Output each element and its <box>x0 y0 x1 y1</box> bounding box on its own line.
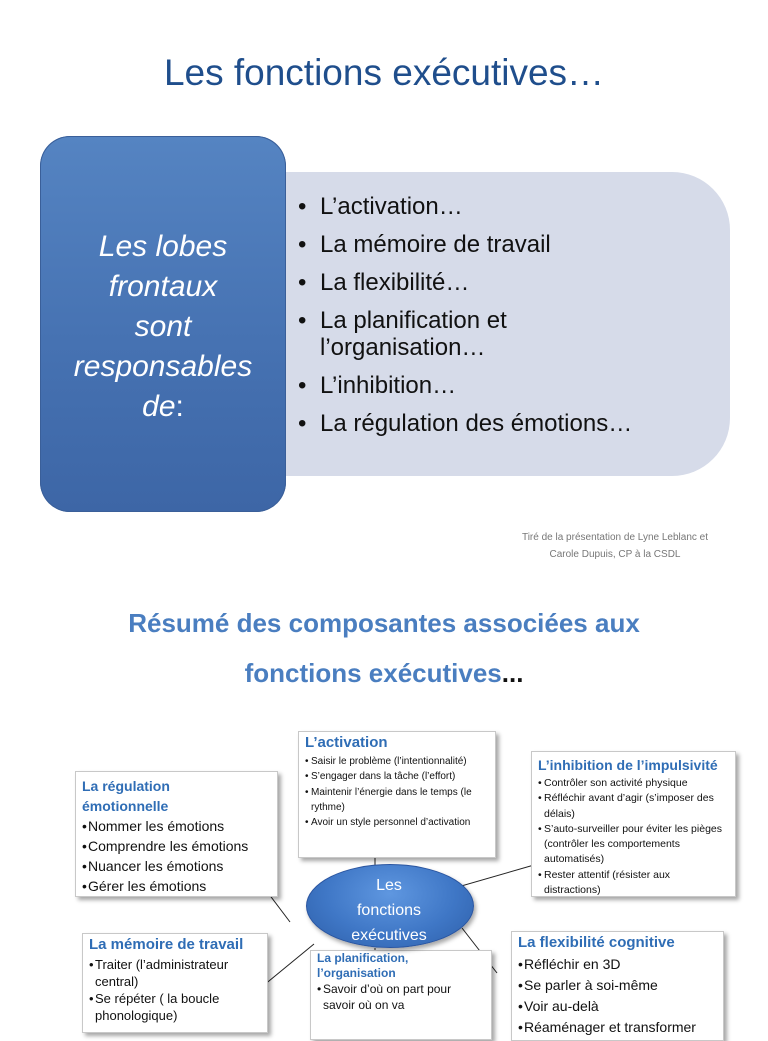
list-item: • Saisir le problème (l’intentionnalité) <box>305 754 489 769</box>
card-list <box>538 776 729 898</box>
card-title: L’activation <box>305 734 388 751</box>
list-item: • Comprendre les émotions <box>82 836 271 856</box>
lobes-line: Les lobes <box>98 230 228 263</box>
list-item: • Savoir d’où on part pour savoir où on va <box>317 981 485 1013</box>
list-item: • La mémoire de travail <box>298 231 728 258</box>
card-title-line: l’organisation <box>317 966 396 980</box>
summary-title-dots: ... <box>501 658 524 688</box>
summary-title-text: fonctions exécutives <box>244 658 502 688</box>
card-title: L’inhibition de l’impulsivité <box>538 757 718 773</box>
list-item: • L’inhibition… <box>298 372 728 399</box>
list-item: • Avoir un style personnel d’activation <box>305 815 489 830</box>
card-list <box>82 816 271 896</box>
credit-line: Carole Dupuis, CP à la CSDL <box>549 549 681 560</box>
lobes-line: responsables <box>73 350 253 383</box>
list-item: • Se répéter ( la boucle phonologique) <box>89 990 261 1024</box>
summary-title-line: Résumé des composantes associées aux <box>128 608 640 638</box>
list-item: • Réaménager et transformer <box>518 1017 717 1038</box>
credit-line: Tiré de la présentation de Lyne Leblanc et <box>521 532 709 543</box>
list-item: • Contrôler son activité physique <box>538 776 729 791</box>
card-list <box>317 981 485 1013</box>
list-item: • La planification et l’organisation… <box>298 307 580 361</box>
card-list <box>89 956 261 1024</box>
lobes-line: sont <box>134 310 192 343</box>
list-item: • Nommer les émotions <box>82 816 271 836</box>
center-ellipse-text <box>306 873 472 948</box>
list-item: • Nuancer les émotions <box>82 856 271 876</box>
list-item: • Voir au-delà <box>518 996 717 1017</box>
card-title: La mémoire de travail <box>89 936 244 953</box>
card-title-line: émotionnelle <box>82 798 169 814</box>
slide-title: Les fonctions exécutives… <box>163 52 605 93</box>
card-title <box>82 776 271 816</box>
list-item: • Rester attentif (résister aux distractions) <box>538 868 729 899</box>
list-item: • Réfléchir en 3D <box>518 954 717 975</box>
lobes-colon: : <box>175 390 184 423</box>
card-title: La flexibilité cognitive <box>518 934 675 951</box>
card-title-line: La régulation <box>82 778 170 794</box>
card-title <box>317 951 485 981</box>
center-line: Les <box>376 877 402 894</box>
list-item: • La régulation des émotions… <box>298 410 728 437</box>
lobes-line: frontaux <box>108 270 218 303</box>
card-flexibilite-cognitive <box>511 931 724 1041</box>
list-item: • Maintenir l’énergie dans le temps (le rythme) <box>305 785 489 816</box>
list-item: • Se parler à soi-même <box>518 975 717 996</box>
card-list <box>518 954 717 1038</box>
list-item: • Réfléchir avant d’agir (s’imposer des délais) <box>538 791 729 822</box>
card-inhibition <box>531 751 736 897</box>
list-item: • Gérer les émotions <box>82 876 271 896</box>
center-line: exécutives <box>351 927 427 944</box>
card-memoire-de-travail <box>82 933 268 1033</box>
lobes-last-word: de <box>142 390 176 423</box>
list-item: • Traiter (l’administrateur central) <box>89 956 261 990</box>
list-item: • S’engager dans la tâche (l’effort) <box>305 769 489 784</box>
list-item: • L’activation… <box>298 193 728 220</box>
card-regulation-emotionnelle <box>75 771 278 897</box>
card-list <box>305 754 489 830</box>
card-activation <box>298 731 496 858</box>
list-item: • S’auto-surveiller pour éviter les pièges (contrôler les comportements automatisés) <box>538 822 729 868</box>
center-line: fonctions <box>356 902 422 919</box>
card-title-line: La planification, <box>317 951 409 965</box>
card-planification <box>310 950 492 1040</box>
list-item: • La flexibilité… <box>298 269 728 296</box>
